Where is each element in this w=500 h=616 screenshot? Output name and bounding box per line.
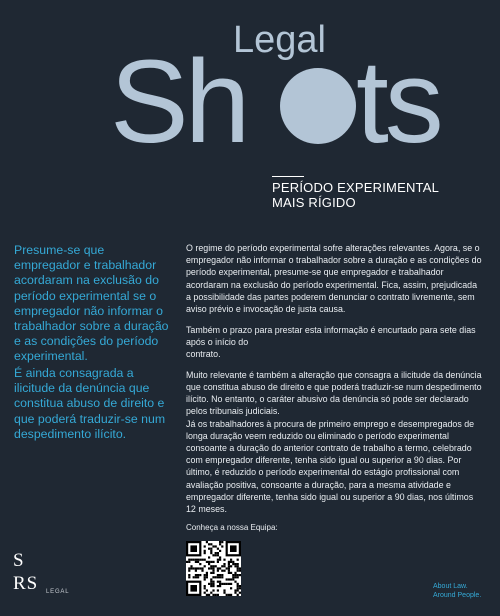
paragraph-3: Muito relevante é também a alteração que consagra a ilicitude da denúncia que constitua abuso de direito e que poderá traduzir-se num despedimento ilícito. No entanto, o caráter abusivo da denúncia só pode ser declarado pelos tribunais judiciais. <box>186 369 482 417</box>
headline-rule <box>272 176 304 177</box>
legal-shots-logo <box>0 0 500 170</box>
paragraph-4: Já os trabalhadores à procura de primeiro emprego e desempregados de longa duração veem reduzido ou eliminado o período experimental consoante a duração do anterior contrato de trabalho a termo, celebrado com empregador diferente, tenha sido igual ou superior a 90 dias. Por último, é reduzido o período experimental do estágio profissional com avaliação positiva, consoante a duração, para a mesma atividade e empregador diferente, tenha sido igual ou superior a 90 dias, nos últimos 12 meses. <box>186 418 475 515</box>
srs-legal-word: LEGAL <box>46 589 70 595</box>
tagline-line-2: Around People. <box>433 592 482 599</box>
paragraph-1: O regime do período experimental sofre alterações relevantes. Agora, se o empregador não informar o trabalhador sobre a duração e as condições do período experimental, presume-se que empregador e trabalhador acordaram na exclusão do período experimental. Fica, assim, prejudicada a possibilidade das partes poderem denunciar o contrato livremente, sem aviso prévio e invocação de justa causa. <box>186 243 482 315</box>
paragraph-2b: contrato. <box>186 349 221 360</box>
headline-line-1: PERÍODO EXPERIMENTAL <box>272 180 440 195</box>
pull-quote-2: É ainda consagrada a ilicitude da denúncia que constitua abuso de direito e que poderá traduzir-se num despedimento ilícito. <box>14 366 166 441</box>
paragraph-2a: Também o prazo para prestar esta informação é encurtado para sete dias após o início do <box>186 324 476 347</box>
team-label: Conheça a nossa Equipa: <box>186 523 278 532</box>
headline <box>272 180 482 210</box>
tagline <box>433 582 481 600</box>
logo-small-word: Legal <box>233 19 326 61</box>
srs-mark-line-2: RS <box>13 573 39 594</box>
tagline-line-1: About Law. <box>433 583 468 590</box>
logo-big-word-prefix: Sh <box>110 36 247 168</box>
srs-mark-line-1: S <box>13 550 25 571</box>
logo-big-word-suffix: ts <box>356 36 440 168</box>
qr-code-icon[interactable] <box>186 541 241 596</box>
article-body <box>186 242 482 524</box>
headline-line-2: MAIS RÍGIDO <box>272 195 356 210</box>
srs-legal-logo <box>13 551 73 601</box>
logo-o-circle <box>280 68 356 144</box>
pull-quote-1: Presume-se que empregador e trabalhador acordaram na exclusão do período experimental se o empregador não informar o trabalhador sobre a duração e as condições do período experimental. <box>14 243 169 364</box>
